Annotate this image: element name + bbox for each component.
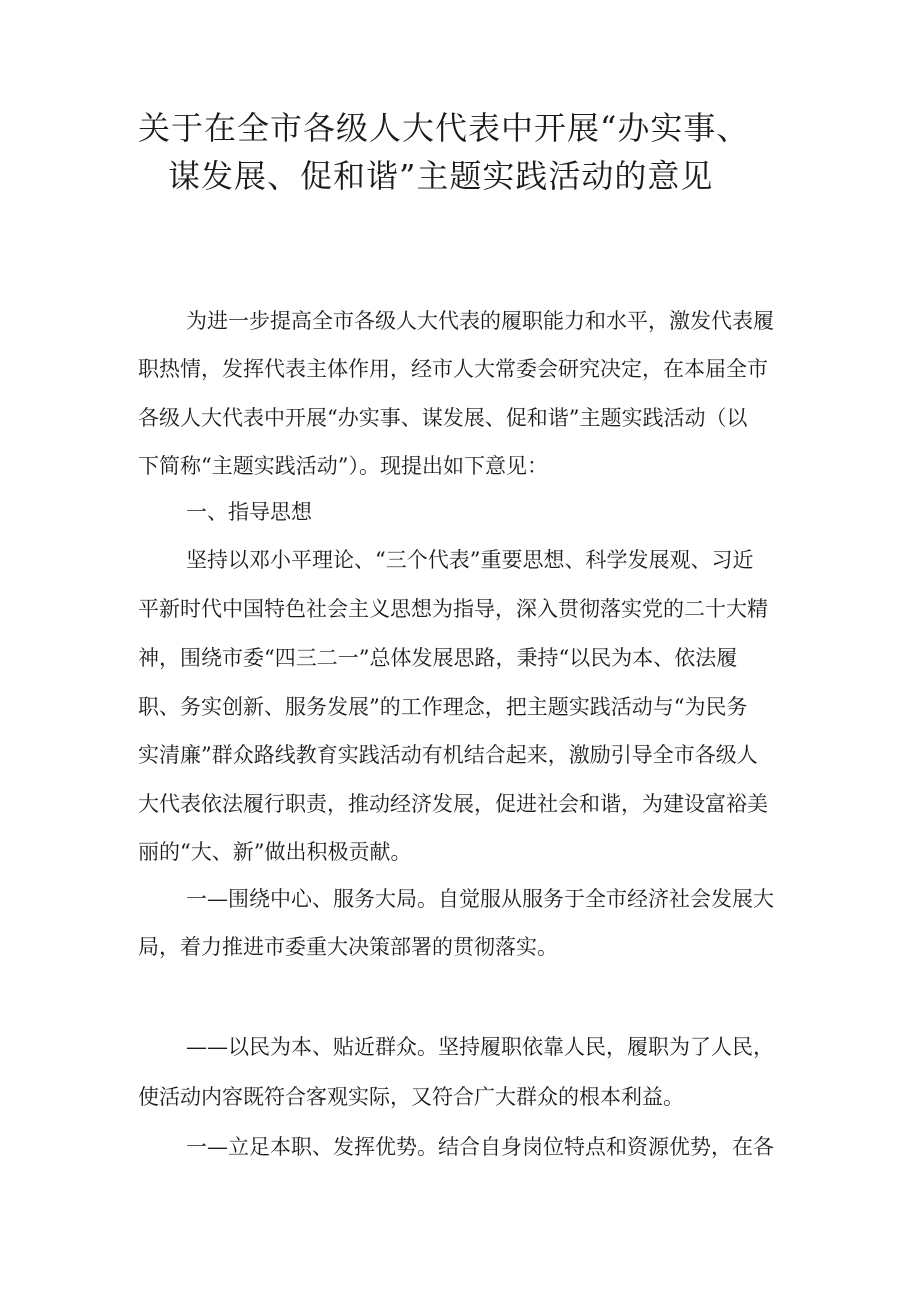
section-heading: 一、指导思想 xyxy=(186,500,312,524)
body-line: 一—围绕中心、服务大局。自觉服从服务于全市经济社会发展大 xyxy=(186,887,774,911)
body-line: 坚持以邓小平理论、“三个代表”重要思想、科学发展观、习近 xyxy=(186,548,754,572)
body-line: 各级人大代表中开展“办实事、谋发展、促和谐”主题实践活动（以 xyxy=(138,406,748,430)
body-line: 下简称“主题实践活动”）。现提出如下意见： xyxy=(138,454,548,478)
body-line: 职热情，发挥代表主体作用，经市人大常委会研究决定，在本届全市 xyxy=(138,357,768,381)
body-line: 一—立足本职、发挥优势。结合自身岗位特点和资源优势，在各 xyxy=(186,1135,774,1159)
document-title-line-1: 关于在全市各级人大代表中开展“办实事、 xyxy=(138,109,750,147)
body-line: 使活动内容既符合客观实际，又符合广大群众的根本利益。 xyxy=(138,1085,684,1109)
body-line: 丽的“大、新”做出积极贡献。 xyxy=(138,840,412,864)
body-line: ——以民为本、贴近群众。坚持履职依靠人民，履职为了人民， xyxy=(186,1035,774,1059)
body-line: 为进一步提高全市各级人大代表的履职能力和水平，激发代表履 xyxy=(186,309,774,333)
body-line: 职、务实创新、服务发展”的工作理念，把主题实践活动与“为民务 xyxy=(138,695,748,719)
body-line: 大代表依法履行职责，推动经济发展，促进社会和谐，为建设富裕美 xyxy=(138,792,768,816)
document-title-line-2: 谋发展、促和谐”主题实践活动的意见 xyxy=(168,157,714,195)
body-line: 平新时代中国特色社会主义思想为指导，深入贯彻落实党的二十大精 xyxy=(138,597,768,621)
body-line: 实清廉”群众路线教育实践活动有机结合起来，激励引导全市各级人 xyxy=(138,743,758,767)
body-line: 神，围绕市委“四三二一”总体发展思路，秉持“以民为本、依法履 xyxy=(138,646,738,670)
body-line: 局，着力推进市委重大决策部署的贯彻落实。 xyxy=(138,935,558,959)
